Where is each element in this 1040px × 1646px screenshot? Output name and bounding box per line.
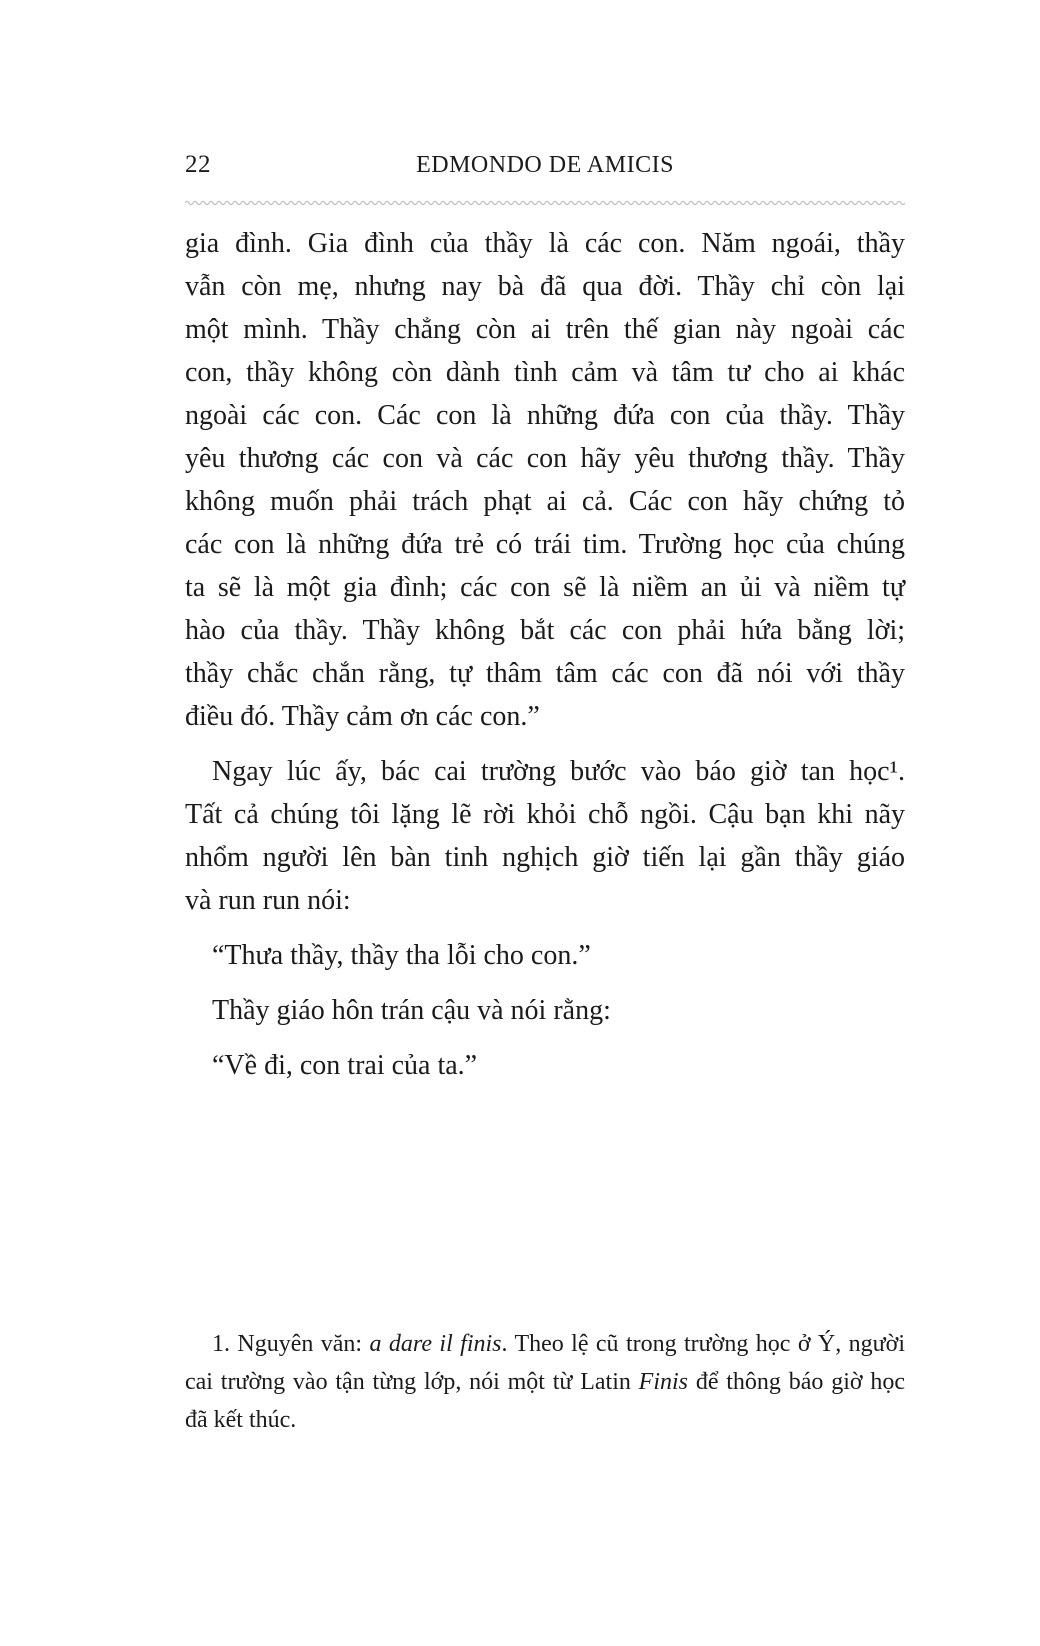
text-line: ta sẽ là một gia đình; các con sẽ là niềm an ủi và niềm tự [185,572,905,603]
running-header: EDMONDO DE AMICIS [416,152,674,178]
footnote-text: để thông báo giờ học [688,1369,906,1395]
footnote-italic-text: a dare il finis [369,1331,502,1357]
paragraph [185,222,905,738]
footnote-text: . Theo lệ cũ trong trường học ở Ý, người [501,1331,906,1357]
text-line: con, thầy không còn dành tình cảm và tâm tư cho ai khác [185,357,905,388]
text-line: “Thưa thầy, thầy tha lỗi cho con.” [212,940,591,971]
text-line: ngoài các con. Các con là những đứa con của thầy. Thầy [185,400,905,431]
paragraph [185,989,905,1032]
footnote-line [185,1363,905,1401]
footnote-text: cai trường vào tận từng lớp, nói một từ Latin [185,1369,639,1395]
paragraph [185,1044,905,1087]
text-line: một mình. Thầy chẳng còn ai trên thế gian này ngoài các [185,314,905,345]
text-line: Ngay lúc ấy, bác cai trường bước vào báo giờ tan học¹. [212,756,905,787]
text-line: và run run nói: [185,885,351,916]
text-line: Tất cả chúng tôi lặng lẽ rời khỏi chỗ ngồi. Cậu bạn khi nãy [185,799,905,830]
footnote-line [185,1325,905,1363]
text-line: Thầy giáo hôn trán cậu và nói rằng: [212,995,611,1026]
footnote-text: đã kết thúc. [185,1407,297,1433]
paragraph [185,934,905,977]
page-header [185,150,905,180]
footnote-italic-text: Finis [638,1369,689,1395]
text-line: nhổm người lên bàn tinh nghịch giờ tiến lại gần thầy giáo [185,842,905,873]
text-line: “Về đi, con trai của ta.” [212,1050,478,1081]
page-content [185,0,905,1439]
page-number: 22 [185,151,211,178]
text-line: yêu thương các con và các con hãy yêu thương thầy. Thầy [185,443,905,474]
text-line: không muốn phải trách phạt ai cả. Các con hãy chứng tỏ [185,486,905,517]
wavy-divider [185,198,905,206]
footnote-line [185,1401,905,1439]
footnote [185,1325,905,1439]
text-line: thầy chắc chắn rằng, tự thâm tâm các con đã nói với thầy [185,658,905,689]
footnote-text: 1. Nguyên văn: [212,1331,370,1357]
text-line: hào của thầy. Thầy không bắt các con phải hứa bằng lời; [185,615,905,646]
text-line: các con là những đứa trẻ có trái tim. Trường học của chúng [185,529,905,560]
text-line: điều đó. Thầy cảm ơn các con.” [185,701,540,732]
body-text [185,222,905,1087]
text-line: gia đình. Gia đình của thầy là các con. Năm ngoái, thầy [185,228,905,259]
paragraph [185,750,905,922]
text-line: vẫn còn mẹ, nhưng nay bà đã qua đời. Thầy chỉ còn lại [185,271,905,302]
